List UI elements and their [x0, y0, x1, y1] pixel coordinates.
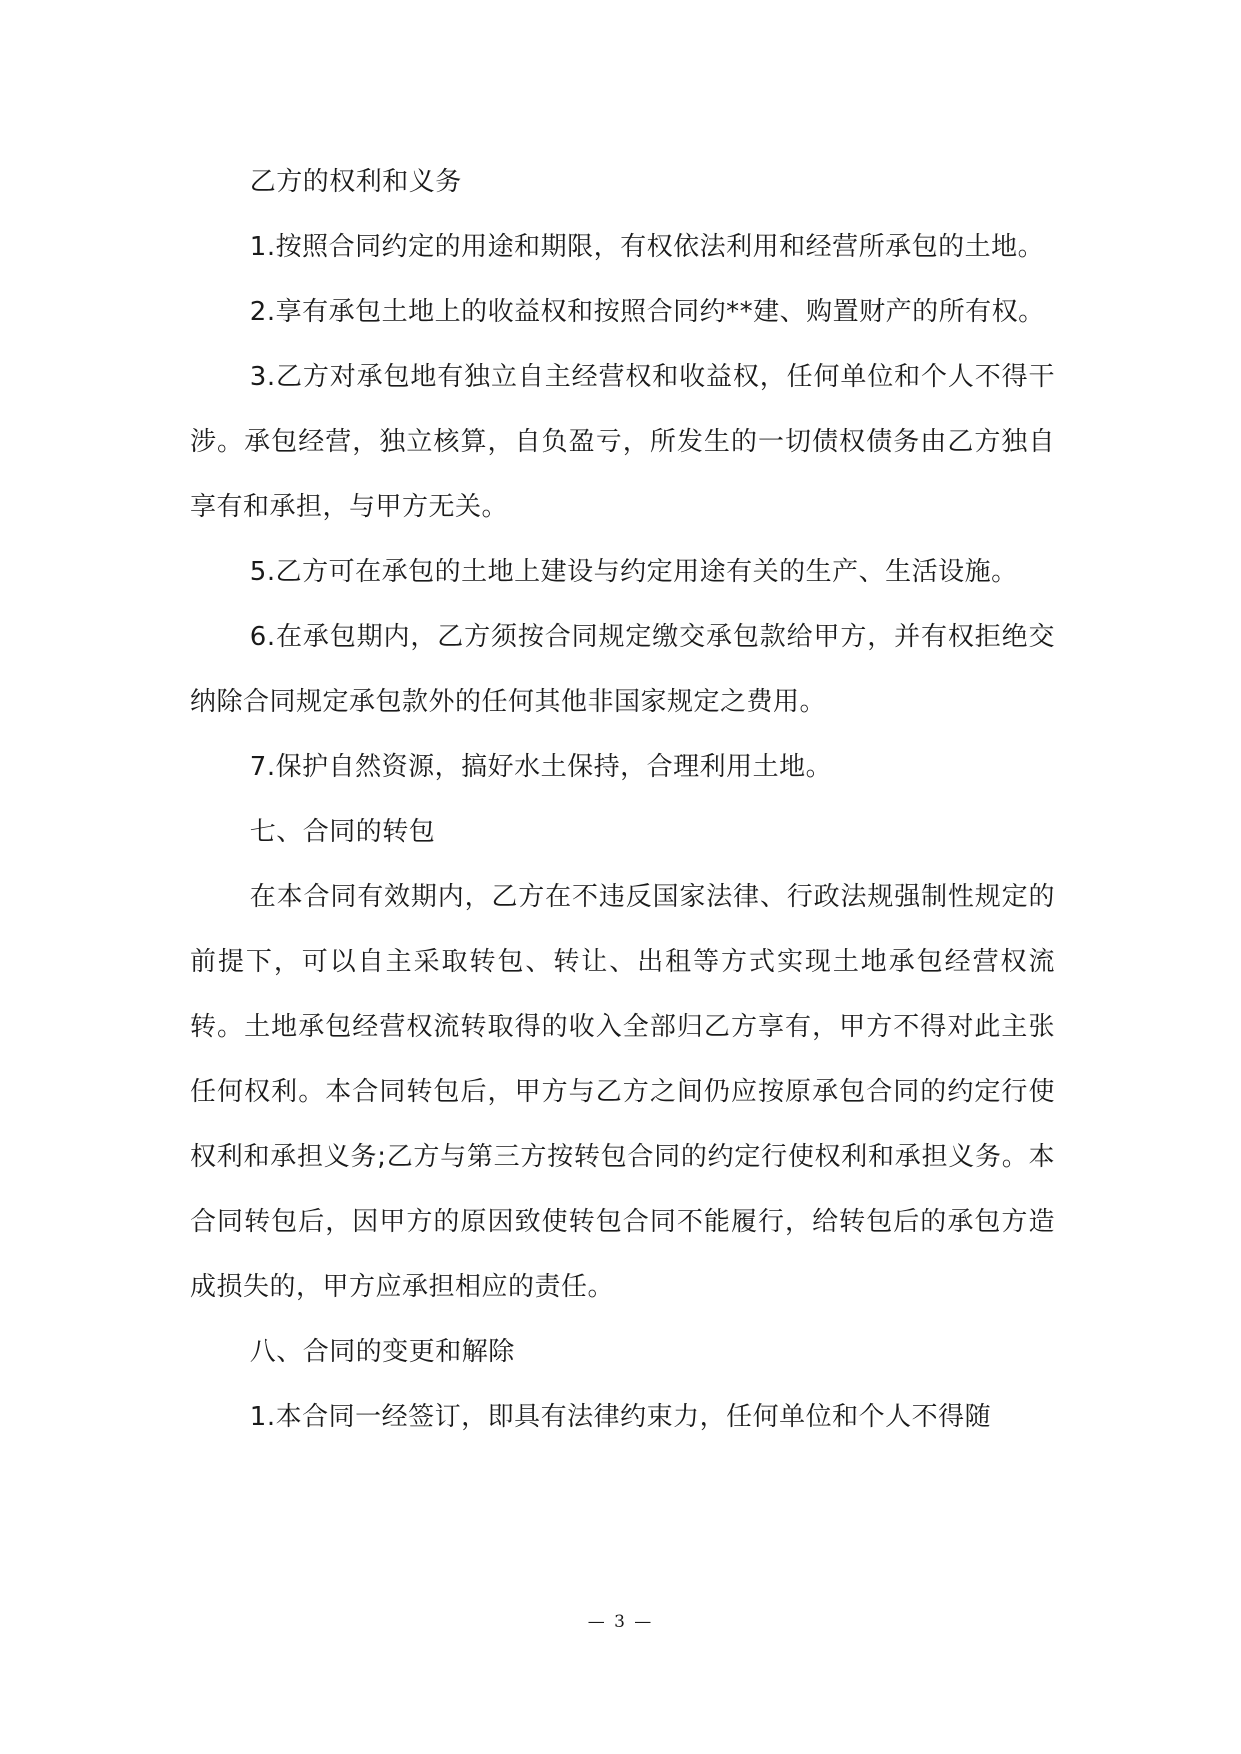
clause-6: 6.在承包期内，乙方须按合同规定缴交承包款给甲方，并有权拒绝交纳除合同规定承包款外的任何其他非国家规定之费用。 [190, 622, 1055, 717]
clause-1: 1.按照合同约定的用途和期限，有权依法利用和经营所承包的土地。 [249, 232, 1045, 262]
subcontract-paragraph: 在本合同有效期内，乙方在不违反国家法律、行政法规强制性规定的前提下，可以自主采取转包、转让、出租等方式实现土地承包经营权流转。土地承包经营权流转取得的收入全部归乙方享有，甲方不得对此主张任何权利。本合同转包后，甲方与乙方之间仍应按原承包合同的约定行使权利和承担义务;乙方与第三方按转包合同的约定行使权利和承担义务。本合同转包后，因甲方的原因致使转包合同不能履行，给转包后的承包方造成损失的，甲方应承担相应的责任。 [190, 882, 1055, 1302]
section-heading-subcontract: 七、合同的转包 [249, 817, 436, 847]
clause-5: 5.乙方可在承包的土地上建设与约定用途有关的生产、生活设施。 [249, 557, 1018, 587]
section-heading-change-termination: 八、合同的变更和解除 [249, 1337, 515, 1367]
clause-2: 2.享有承包土地上的收益权和按照合同约**建、购置财产的所有权。 [249, 297, 1045, 327]
page-number: — 3 — [587, 1612, 654, 1632]
clause-3: 3.乙方对承包地有独立自主经营权和收益权，任何单位和个人不得干涉。承包经营，独立核算，自负盈亏，所发生的一切债权债务由乙方独自享有和承担，与甲方无关。 [190, 362, 1055, 522]
document-body [190, 150, 1055, 1450]
section-heading-rights-obligations: 乙方的权利和义务 [249, 167, 462, 197]
clause-7: 7.保护自然资源，搞好水土保持，合理利用土地。 [249, 752, 833, 782]
change-clause-1: 1.本合同一经签订，即具有法律约束力，任何单位和个人不得随 [249, 1402, 992, 1432]
